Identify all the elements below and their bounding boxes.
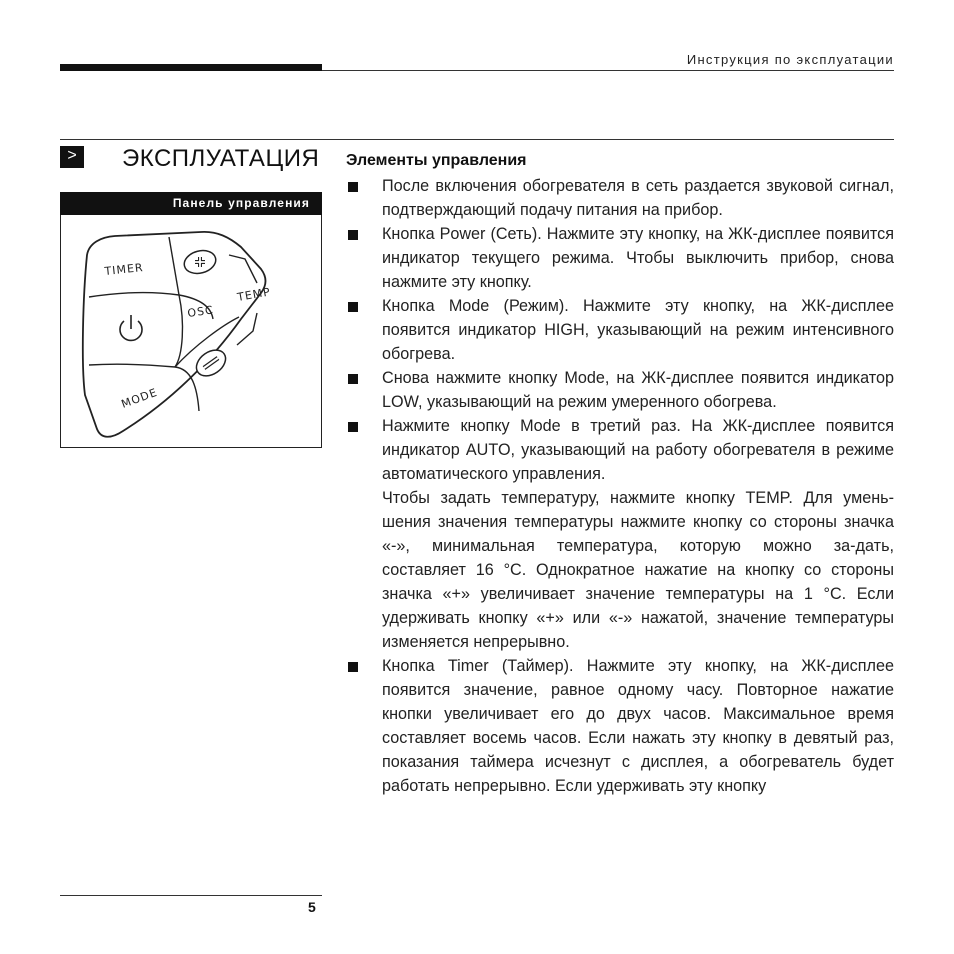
mode-label[interactable]: MODE (119, 385, 160, 411)
list-item: Снова нажмите кнопку Mode, на ЖК-дисплее появится индикатор LOW, указывающий на режим умеренного обогрева. (346, 366, 894, 414)
temp-plus-button[interactable] (182, 247, 219, 277)
timer-label[interactable]: TIMER (103, 260, 145, 278)
section-title: ЭКСПЛУАТАЦИЯ (122, 145, 320, 172)
panel-caption: Панель управления (60, 192, 322, 215)
section-marker: > (60, 146, 84, 168)
osc-label[interactable]: OSC (186, 303, 215, 320)
list-item: Кнопка Timer (Таймер). Нажмите эту кнопку, на ЖК-дисплее появится значение, равное одному часу. Повторное нажатие кнопки увеличивает его до двух часов. Максимальное время составляет восемь часов. Если нажать эту кнопку в девятый раз, показания таймера исчезнут с дисплея, а обогреватель будет работать непрерывно. Если удерживать эту кнопку (346, 654, 894, 798)
list-item: Нажмите кнопку Mode в третий раз. На ЖК-дисплее появится индикатор AUTO, указывающий на работу обогревателя в режиме автоматического управления. (346, 414, 894, 486)
content-heading: Элементы управления (346, 152, 527, 169)
list-item: Кнопка Power (Сеть). Нажмите эту кнопку, на ЖК-дисплее появится индикатор текущего режима. Чтобы выключить прибор, снова нажмите эту кнопку. (346, 222, 894, 294)
temperature-paragraph: Чтобы задать температуру, нажмите кнопку TEMP. Для умень-шения значения температуры нажмите кнопку со стороны значка «-», минимальная температура, которую можно за-дать, составляет 16 °C. Однократное нажатие на кнопку со стороны значка «+» увеличивает значение температуры на 1 °C. Если удерживать кнопку «+» или «-» нажатой, значение температуры изменяется непрерывно. (382, 489, 894, 651)
header-rule-thick (60, 64, 322, 71)
content-column (346, 150, 894, 798)
divider-vertical-mid (175, 295, 182, 367)
page-number: 5 (308, 899, 316, 915)
control-panel-illustration (61, 215, 323, 448)
temp-label[interactable]: TEMP (236, 285, 272, 304)
section-rule (60, 139, 894, 140)
divider-vertical-upper (169, 237, 179, 295)
running-header: Инструкция по эксплуатации (686, 52, 894, 67)
temp-minus-button[interactable] (192, 345, 231, 381)
power-button[interactable] (120, 315, 142, 340)
header-rule-thin (322, 70, 894, 71)
instruction-list-continued (346, 654, 894, 798)
panel-outline (83, 232, 266, 437)
control-panel-figure (60, 215, 322, 448)
instruction-list (346, 174, 894, 486)
footer-rule (60, 895, 322, 896)
divider-bottom (89, 364, 199, 411)
list-item: Кнопка Mode (Режим). Нажмите эту кнопку, на ЖК-дисплее появится индикатор HIGH, указывающий на режим интенсивного обогрева. (346, 294, 894, 366)
list-item: После включения обогревателя в сеть раздается звуковой сигнал, подтверждающий подачу питания на прибор. (346, 174, 894, 222)
